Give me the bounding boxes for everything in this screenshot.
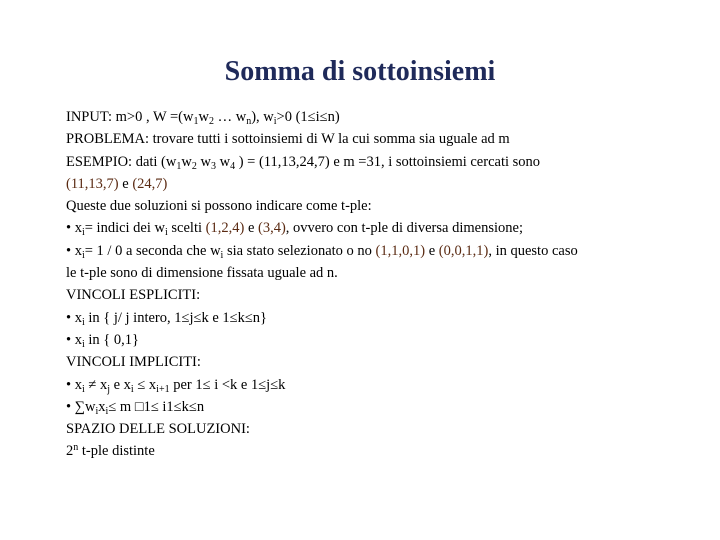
esempio-line-cont: (11,13,7) e (24,7) — [66, 175, 168, 192]
bullet-binario-line: • $x_i= 1 / 0$ a seconda che $w_i$ sia stato selezionato o no (1,1,0,1) e (0,0,1,1), in questo caso — [66, 242, 578, 261]
bullet-indici-line: • $x_i=$ indici dei $w_i$ scelti (1,2,4) e (3,4), ovvero con t-ple di diversa dimensione; — [66, 220, 523, 239]
vincolo-esplicito-2: • $x_i$ in { 0,1} — [66, 331, 139, 350]
slide-body — [66, 106, 666, 463]
bullet-binario-line-cont: le t-ple sono di dimensione fissata uguale ad n. — [66, 265, 338, 282]
tple-distinte-line: 2$^n$ t-ple distinte — [66, 442, 155, 460]
slide-title: Somma di sottoinsiemi — [224, 56, 496, 87]
vincolo-implicito-1: • $x_i \ne x_j$ e $x_i \le x_{i+1}$ per 1≤ i <k e 1≤j≤k — [66, 376, 286, 395]
spazio-soluzioni-heading: SPAZIO DELLE SOLUZIONI: — [66, 421, 250, 438]
esempio-line: ESEMPIO: dati ($w_1w_2$ $w_3$ $w_4$ ) = (11,13,24,7) e m =31, i sottoinsiemi cercati sono — [66, 153, 541, 172]
problema-line: PROBLEMA: trovare tutti i sottoinsiemi di W la cui somma sia uguale ad m — [66, 131, 510, 148]
vincolo-esplicito-1: • $x_i$ in { j/ j intero, 1≤j≤k e 1≤k≤n} — [66, 309, 268, 328]
vincolo-implicito-2: • $\sum w_ix_i\le m$ □1≤ i1≤k≤n — [66, 398, 205, 417]
vincoli-espliciti-heading: VINCOLI ESPLICITI: — [66, 287, 201, 304]
vincoli-impliciti-heading: VINCOLI IMPLICITI: — [66, 354, 201, 371]
input-line: INPUT: m>0 , $W =(w_1w_2$ … $w_n$), $w_i>0$ (1≤i≤n) — [66, 109, 340, 127]
queste-line: Queste due soluzioni si possono indicare come t-ple: — [66, 198, 372, 215]
